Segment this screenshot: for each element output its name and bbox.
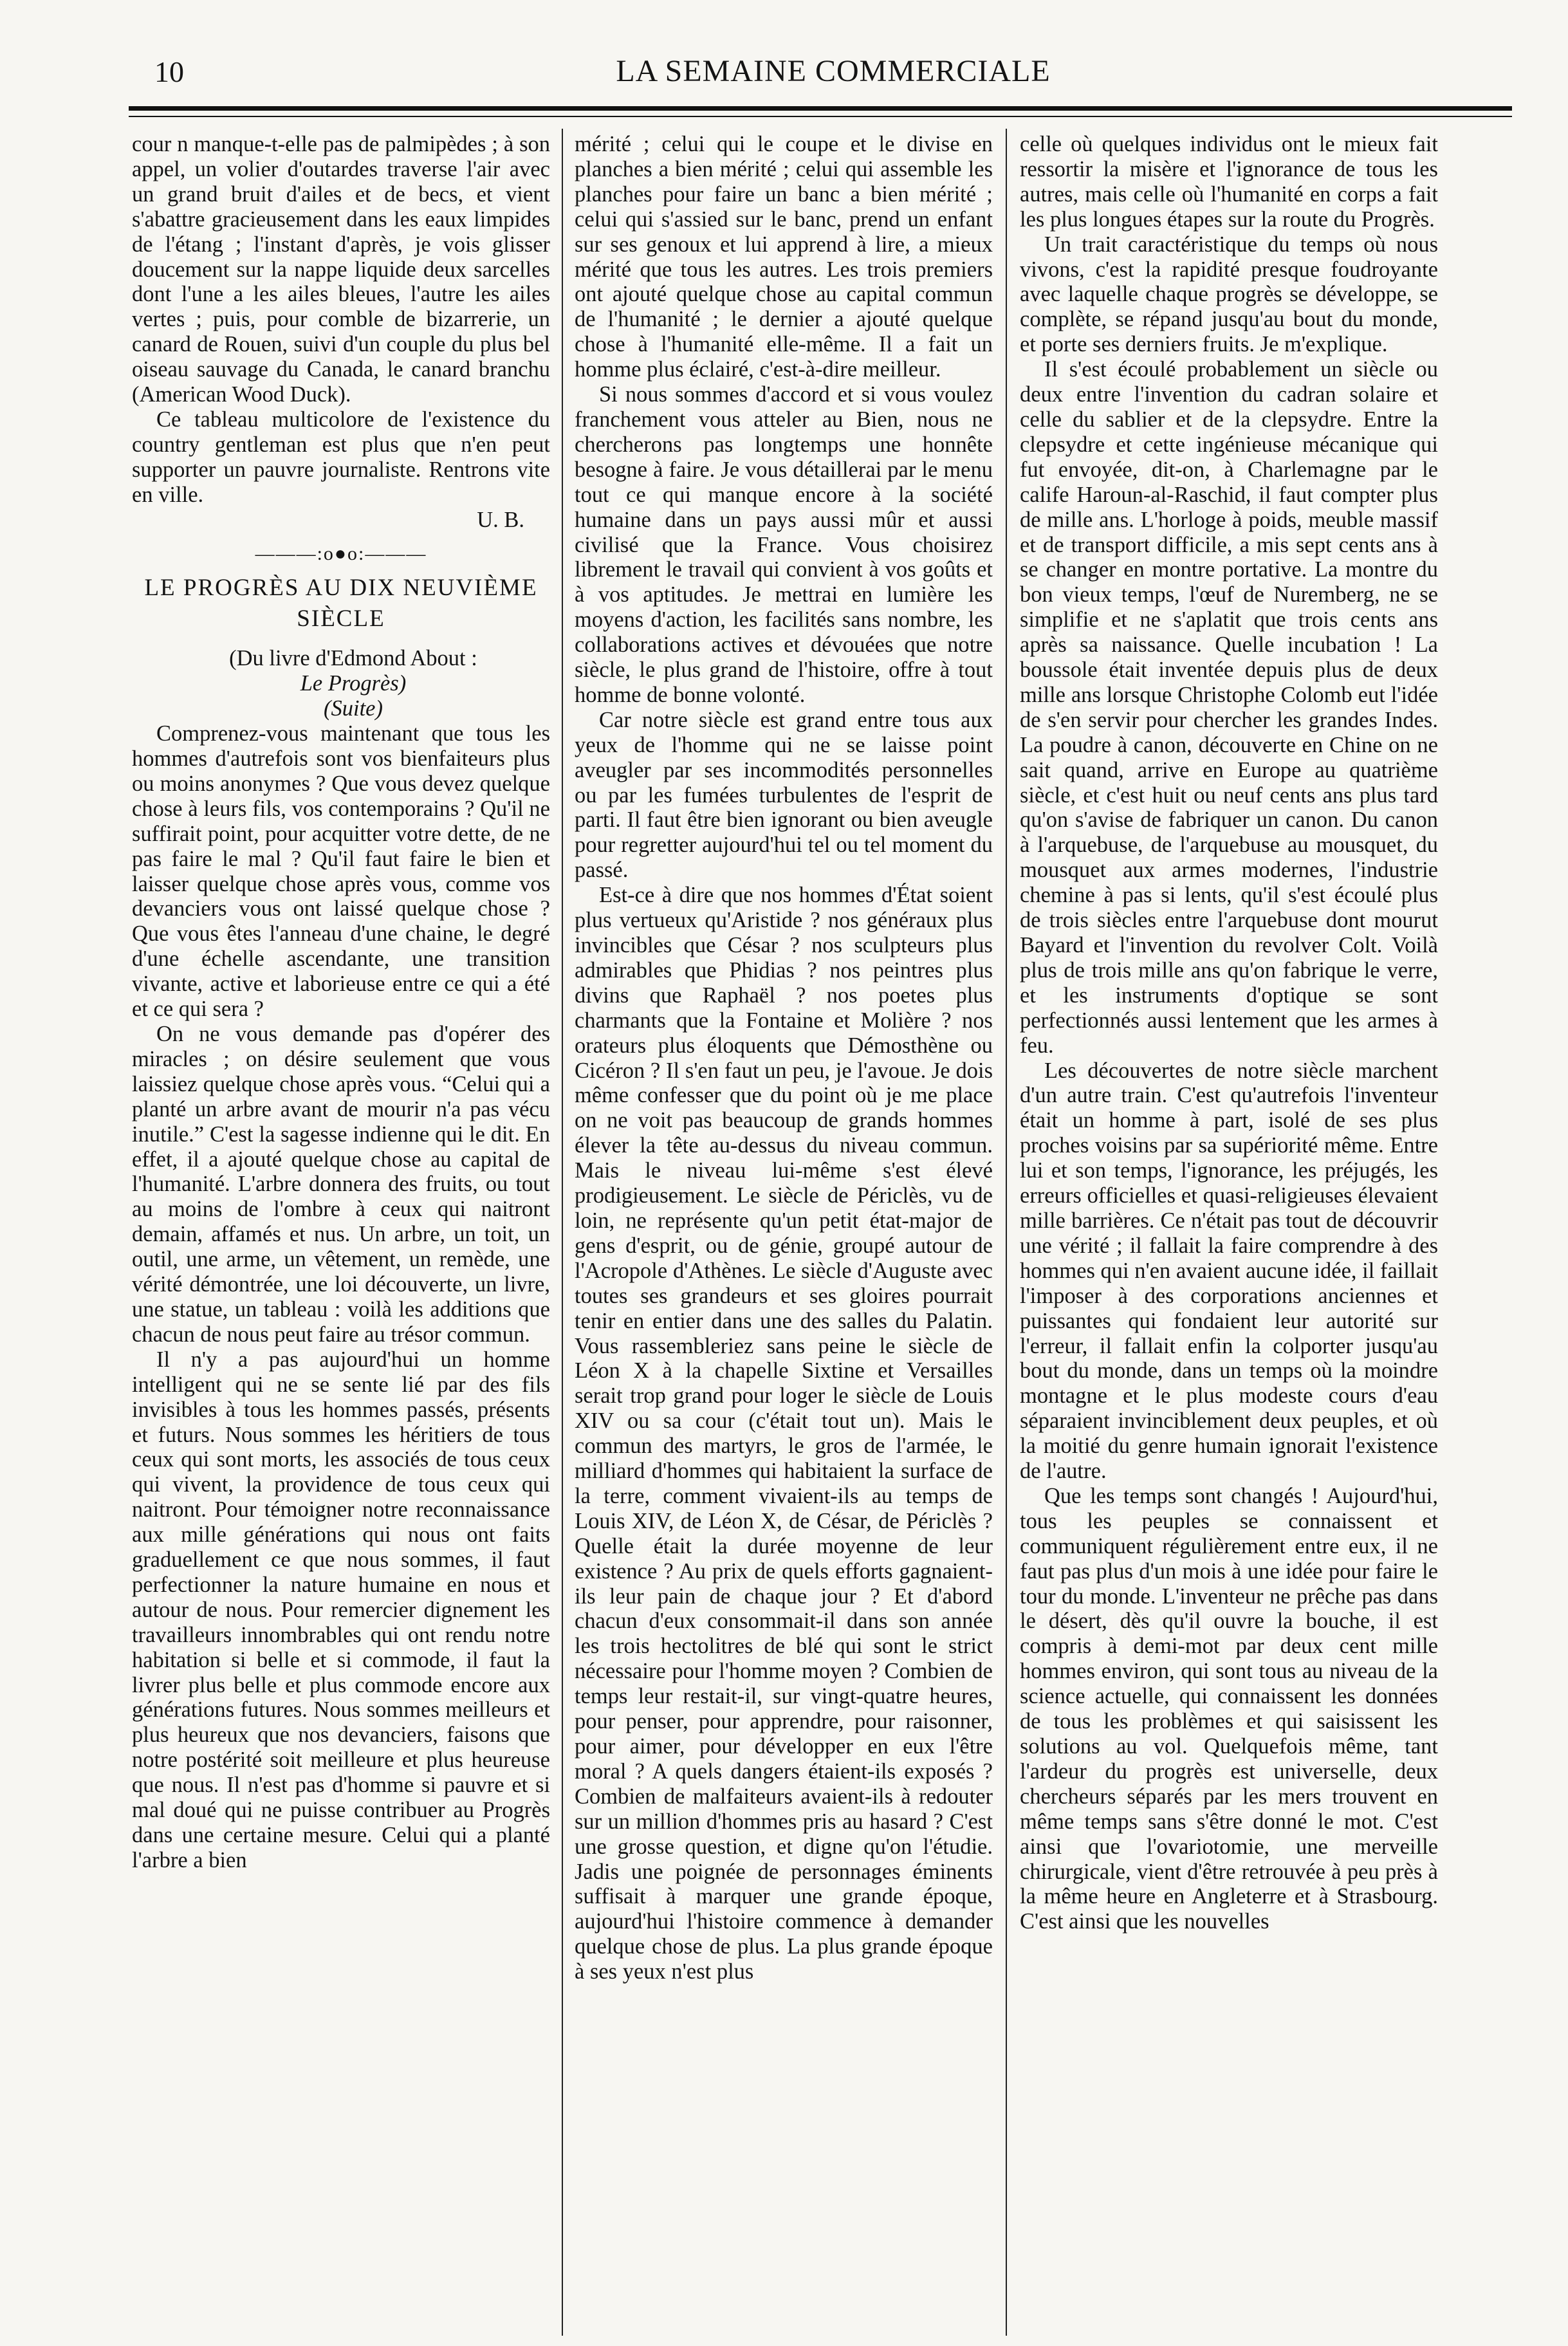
section-separator: ———:o●o:——— <box>255 542 427 564</box>
paragraph: Ce tableau multicolore de l'existence du country gentleman est plus que n'en peut supporter un pauvre journaliste. Rentrons vite en ville. <box>132 407 550 507</box>
paragraph: Il s'est écoulé probablement un siècle ou deux entre l'invention du cadran solaire et celle du sablier et de la clepsydre. Entre la clepsydre et cette ingénieuse mécanique qui fut envoyée, dit-on, à Charlemagne par le calife Haroun-al-Raschid, il faut compter plus de mille ans. L'horloge à poids, meuble massif et de transport difficile, a mis sept cents ans à se changer en montre portative. La montre du bon vieux temps, l'œuf de Nuremberg, ne se simplifie et ne s'aplatit que trois cents ans après sa naissance. Quelle incubation ! La boussole était inventée depuis plus de deux mille ans lorsque Christophe Colomb eut l'idée de s'en servir pour chercher les grandes Indes. La poudre à canon, découverte en Chine on ne sait quand, arrive en Europe au quatrième siècle, et c'est huit ou neuf cents ans plus tard qu'on s'avise de fabriquer un canon. Du canon à l'arquebuse, de l'arquebuse au mousquet, du mousquet aux armes modernes, l'industrie chemine à pas si lents, qu'il s'est écoulé plus de trois siècles entre l'arquebuse dont mourut Bayard et l'invention du revolver Colt. Voilà plus de trois mille ans qu'on fabrique le verre, et les instruments d'optique se sont perfectionnés aussi lentement que les armes à feu. <box>1020 357 1438 1058</box>
header-rule-thick <box>129 106 1512 111</box>
paragraph: mérité ; celui qui le coupe et le divise en planches a bien mérité ; celui qui assemble les planches pour faire un banc a bien mérité ; celui qui s'assied sur le banc, prend un enfant sur ses genoux et lui apprend à lire, a mieux mérité que tous les autres. Les trois premiers ont ajouté quelque chose au capital commun de l'humanité ; le dernier a ajouté quelque chose à l'humanité elle-même. Il a fait un homme plus éclairé, c'est-à-dire meilleur. <box>575 132 993 382</box>
continued-label: (Suite) <box>324 696 383 721</box>
article-title: LE PROGRÈS AU DIX NEUVIÈME SIÈCLE <box>144 575 538 633</box>
paragraph: Les découvertes de notre siècle marchent d'un autre train. C'est qu'autrefois l'inventeur était un homme à part, isolé de ses plus proches voisins par sa supériorité même. Entre lui et son temps, l'ignorance, les préjugés, les erreurs officielles et quasi-religieuses élevaient mille barrières. Ce n'était pas tout de découvrir une vérité ; il fallait la faire comprendre à des hommes qui n'en avaient aucune idée, il faillait l'imposer à des corporations anciennes et puissantes qui fondaient leur autorité sur l'erreur, il fallait enfin la colporter jusqu'au bout du monde, dans un temps où la moindre montagne et le plus modeste cours d'eau séparaient invinciblement deux peuples, et où la moitié du genre humain ignorait l'existence de l'autre. <box>1020 1058 1438 1484</box>
column-left <box>132 132 550 2332</box>
paragraph: Si nous sommes d'accord et si vous voulez franchement vous atteler au Bien, nous ne chercherons pas longtemps une honnête besogne à faire. Je vous détaillerai par le menu tout ce qui manque encore à la société humaine dans un pays aussi mûr et aussi civilisé que la France. Vous choisirez librement le travail qui convient à vos goûts et à vos aptitudes. Je mettrai en lumière les moyens d'action, les facilités sans nombre, les collaborations actives et dévouées que notre siècle, le plus grand de l'histoire, offre à tout homme de bonne volonté. <box>575 382 993 707</box>
header-rule-thin <box>129 116 1512 117</box>
signature: U. B. <box>477 507 524 532</box>
column-right <box>1020 132 1438 2332</box>
paragraph: Que les temps sont changés ! Aujourd'hui, tous les peuples se connaissent et communiquent régulièrement entre eux, il ne faut pas plus d'un mois à une idée pour faire le tour du monde. L'inventeur ne prêche pas dans le désert, dès qu'il ouvre la bouche, il est compris à demi-mot par deux cent mille hommes environ, qui sont tous au niveau de la science actuelle, qui connaissent les données de tous les problèmes et qui saisissent les solutions au vol. Quelquefois même, tant l'ardeur du progrès est universelle, deux chercheurs séparés par les mers trouvent en même temps sans s'être donné le mot. C'est ainsi que l'ovariotomie, une merveille chirurgicale, vient d'être retrouvée à peu près à la même heure en Angleterre et à Strasbourg. C'est ainsi que les nouvelles <box>1020 1483 1438 1934</box>
paragraph: Un trait caractéristique du temps où nous vivons, c'est la rapidité presque foudroyante avec laquelle chaque progrès se développe, se complète, se répand jusqu'au bout du monde, et porte ses derniers fruits. Je m'explique. <box>1020 232 1438 357</box>
publication-title: LA SEMAINE COMMERCIALE <box>616 54 1051 88</box>
article-source-work: Le Progrès) <box>300 671 407 696</box>
page-header <box>154 48 1512 100</box>
paragraph: Car notre siècle est grand entre tous aux yeux de l'homme qui ne se laisse point aveugler par ses incommodités personnelles ou par les fumées turbulentes de l'esprit de parti. Il faut être bien ignorant ou bien aveugle pour regretter aujourd'hui tel ou tel moment du passé. <box>575 707 993 883</box>
article-source: (Du livre d'Edmond About : <box>229 646 477 671</box>
paragraph: celle où quelques individus ont le mieux fait ressortir la misère et l'ignorance de tous les autres, mais celle où l'humanité en corps a fait les plus longues étapes sur la route du Progrès. <box>1020 132 1438 232</box>
column-middle <box>575 132 993 2332</box>
paragraph: Il n'y a pas aujourd'hui un homme intelligent qui ne se sente lié par des fils invisibles à tous les hommes passés, présents et futurs. Nous sommes les héritiers de tous ceux qui sont morts, les associés de tous ceux qui vivent, la providence de tous ceux qui naitront. Pour témoigner notre reconnaissance aux mille générations qui nous ont faits graduellement ce que nous sommes, il faut perfectionner la nature humaine en nous et autour de nous. Pour remercier dignement les travailleurs innombrables qui ont rendu notre habitation si belle et si commode, il faut la livrer plus belle et plus commode encore aux générations futures. Nous sommes meilleurs et plus heureux que nos devanciers, faisons que notre postérité soit meilleure et plus heureuse que nous. Il n'est pas d'homme si pauvre et si mal doué qui ne puisse contribuer au Progrès dans une certaine mesure. Celui qui a planté l'arbre a bien <box>132 1347 550 1872</box>
paragraph: Est-ce à dire que nos hommes d'État soient plus vertueux qu'Aristide ? nos généraux plus invincibles que César ? nos sculpteurs plus admirables que Phidias ? nos peintres plus divins que Raphaël ? nos poetes plus charmants que la Fontaine et Molière ? nos orateurs plus éloquents que Démosthène ou Cicéron ? Il s'en faut un peu, je l'avoue. Je dois même confesser que du point où je me place on ne voit pas beaucoup de grands hommes élever la tête au-dessus du niveau commun. Mais le niveau lui-même s'est élevé prodigieusement. Le siècle de Périclès, vu de loin, ne représente qu'un petit état-major de gens d'esprit, ou de génie, groupé autour de l'Acropole d'Athènes. Le siècle d'Auguste avec toutes ses grandeurs et ses gloires pourrait tenir en entier dans une des salles du Palatin. Vous rassembleriez sans peine le siècle de Léon X à la chapelle Sixtine et Versailles serait trop grand pour loger le siècle de Louis XIV ou sa cour (c'était tout un). Mais le commun des martyrs, le gros de l'armée, le milliard d'hommes qui habitaient la surface de la terre, comment vivaient-ils au temps de Louis XIV, de Léon X, de César, de Périclès ? Quelle était la durée moyenne de leur existence ? Au prix de quels efforts gagnaient-ils leur pain de chaque jour ? Et d'abord chacun d'eux consommait-il dans son année les trois hectolitres de blé qui sont le strict nécessaire pour l'homme moyen ? Combien de temps leur restait-il, sur vingt-quatre heures, pour penser, pour apprendre, pour raisonner, pour aimer, pour développer en eux l'être moral ? A quels dangers étaient-ils exposés ? Combien de malfaiteurs avaient-ils à redouter sur un million d'hommes pris au hasard ? C'est une grosse question, et digne qu'on l'étudie. Jadis une poignée de personnages éminents suffisait à marquer une grande époque, aujourd'hui l'histoire commence à demander quelque chose de plus. La plus grande époque à ses yeux n'est plus <box>575 883 993 1984</box>
page-number: 10 <box>154 55 184 88</box>
column-divider <box>1006 129 1007 2336</box>
paragraph: Comprenez-vous maintenant que tous les hommes d'autrefois sont vos bienfaiteurs plus ou moins anonymes ? Que vous devez quelque chose à leurs fils, vos contemporains ? Qu'il ne suffirait point, pour acquitter votre dette, de ne pas faire le mal ? Qu'il faut faire le bien et laisser quelque chose après vous, comme vos devanciers vous ont laissé quelque chose ? Que vous êtes l'anneau d'une chaine, le degré d'une échelle ascendante, une transition vivante, active et laborieuse entre ce qui a été et ce qui sera ? <box>132 721 550 1022</box>
paragraph: cour n manque-t-elle pas de palmipèdes ; à son appel, un volier d'outardes traverse l'air avec un grand bruit d'ailes et de becs, et vient s'abattre gracieusement dans les eaux limpides de l'étang ; l'instant d'après, je vois glisser doucement sur la nappe liquide deux sarcelles dont l'une a les ailes bleues, l'autre les ailes vertes ; puis, pour comble de bizarrerie, un canard de Rouen, suivi d'un couple du plus bel oiseau sauvage du Canada, le canard branchu (American Wood Duck). <box>132 132 550 407</box>
paragraph: On ne vous demande pas d'opérer des miracles ; on désire seulement que vous laissiez quelque chose après vous. “Celui qui a planté un arbre avant de mourir n'a pas vécu inutile.” C'est la sagesse indienne qui le dit. En effet, il a ajouté quelque chose au capital de l'humanité. L'arbre donnera des fruits, ou tout au moins de l'ombre à ceux qui naitront demain, affamés et nus. Un arbre, un toit, un outil, une arme, un vêtement, un remède, une vérité démontrée, une loi découverte, un livre, une statue, un tableau : voilà les additions que chacun de nous peut faire au trésor commun. <box>132 1022 550 1347</box>
column-divider <box>562 129 563 2336</box>
